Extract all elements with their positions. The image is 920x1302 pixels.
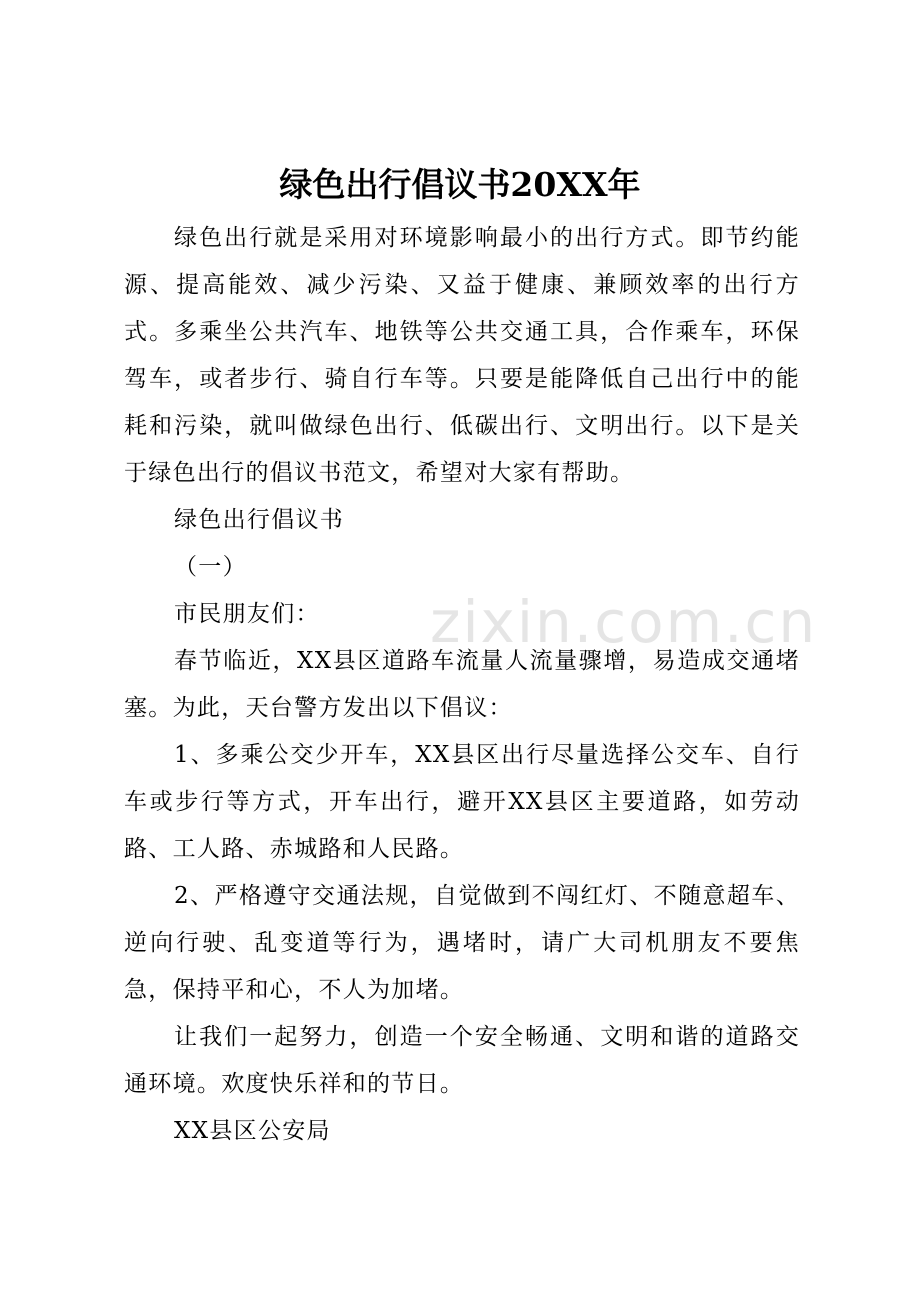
paragraph-salutation: 市民朋友们：	[174, 601, 320, 627]
paragraph-intro: 绿色出行就是采用对环境影响最小的出行方式。即节约能源、提高能效、减少污染、又益于健康、兼顾效率的出行方式。多乘坐公共汽车、地铁等公共交通工具，合作乘车，环保驾车，或者步行、骑自行车等。只要是能降低自己出行中的能耗和污染，就叫做绿色出行、低碳出行、文明出行。以下是关于绿色出行的倡议书范文，希望对大家有帮助。	[124, 225, 800, 486]
paragraph-signature: XX县区公安局	[174, 1118, 331, 1144]
document-body	[124, 215, 800, 1155]
paragraph-context: 春节临近，XX县区道路车流量人流量骤增，易造成交通堵塞。为此，天台警方发出以下倡议：	[124, 648, 800, 721]
paragraph-subtitle: 绿色出行倡议书	[174, 507, 345, 533]
document-title: 绿色出行倡议书20XX年	[279, 165, 641, 204]
watermark: zixin.com.cn	[430, 588, 818, 656]
paragraph-point-1: 1、多乘公交少开车，XX县区出行尽量选择公交车、自行车或步行等方式，开车出行，避开XX县区主要道路，如劳动路、工人路、赤城路和人民路。	[124, 742, 800, 862]
paragraph-point-2: 2、严格遵守交通法规，自觉做到不闯红灯、不随意超车、逆向行驶、乱变道等行为，遇堵时，请广大司机朋友不要焦急，保持平和心，不人为加堵。	[124, 883, 800, 1003]
paragraph-closing: 让我们一起努力，创造一个安全畅通、文明和谐的道路交通环境。欢度快乐祥和的节日。	[124, 1024, 800, 1097]
paragraph-section-number: （一）	[174, 554, 247, 580]
